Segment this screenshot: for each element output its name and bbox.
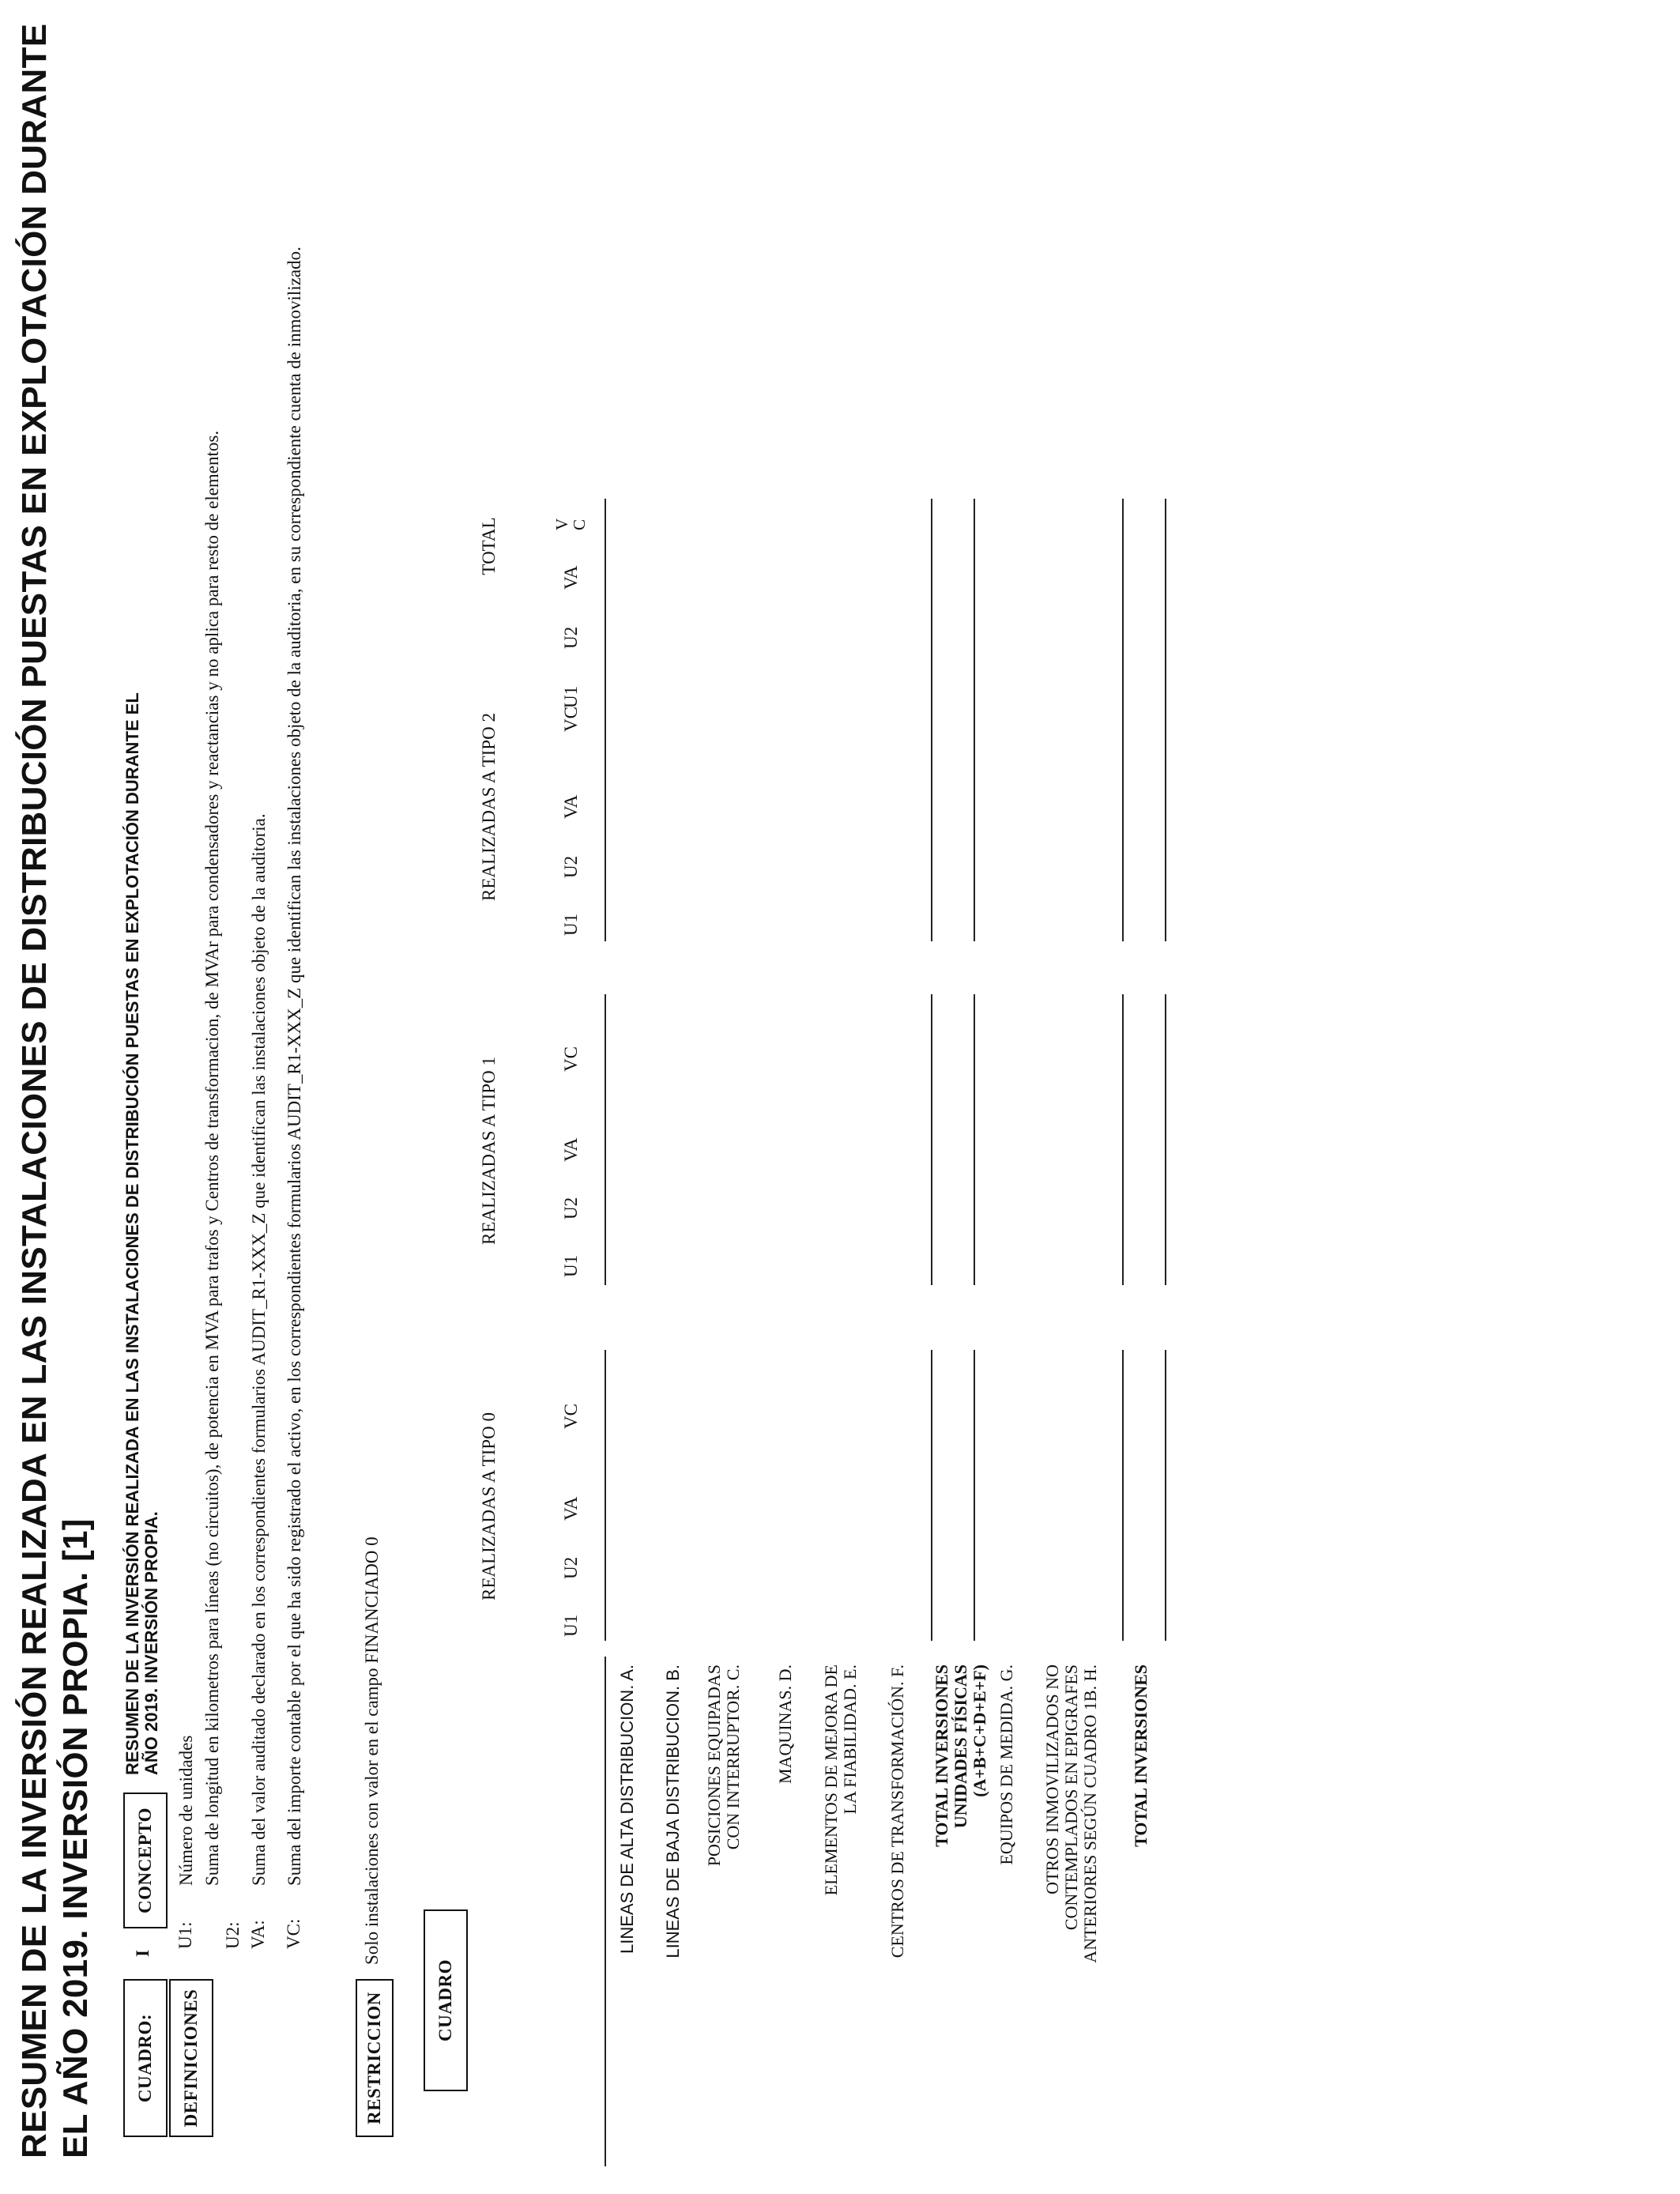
definition-u2 (202, 21, 243, 1949)
definition-u1 (175, 21, 197, 1949)
total-inversiones-rule-top (1122, 499, 1124, 712)
row-label-maquinas: MAQUINAS. D. (775, 1664, 795, 1784)
cuadro-label-box (123, 1979, 168, 2137)
col-header-va: VA (561, 565, 581, 590)
row-label-elementos-mejora: ELEMENTOS DE MEJORA DE LA FIABILIDAD. E. (821, 1664, 860, 1896)
definition-va (248, 21, 269, 1949)
definiciones-label: DEFINICIONES (181, 1989, 201, 2128)
group-header-tipo0: REALIZADAS A TIPO 0 (479, 1412, 499, 1600)
row-label-centros: CENTROS DE TRANSFORMACIÓN. F. (887, 1664, 907, 1958)
row-label-lineas-alta: LINEAS DE ALTA DISTRIBUCION. A. (617, 1664, 637, 1954)
total-inversiones-rule-bottom (1165, 499, 1166, 712)
col-header-va: VA (561, 1137, 581, 1162)
col-header-u1: U1 (561, 1614, 581, 1637)
total-inversiones-rule-top (1122, 1350, 1124, 1641)
group-header-tipo2: REALIZADAS A TIPO 2 (479, 713, 499, 901)
definitions-list (175, 21, 305, 1949)
row-label-posiciones: POSICIONES EQUIPADAS CON INTERRUPTOR. C. (704, 1664, 743, 1867)
definition-vc (284, 21, 305, 1949)
total-unidades-rule-bottom (974, 1350, 975, 1641)
group-header-tipo1: REALIZADAS A TIPO 1 (479, 1057, 499, 1245)
restriccion-label-box (356, 1979, 394, 2137)
total-unidades-rule-top (931, 994, 932, 1285)
row-labels-rule (605, 1657, 606, 2166)
total-unidades-rule-top (931, 499, 932, 712)
group-header-rule (605, 994, 606, 1285)
col-header-u2: U2 (561, 855, 581, 878)
col-header-vc: VC (561, 1404, 581, 1429)
total-inversiones-rule-bottom (1165, 688, 1166, 941)
total-inversiones-rule-bottom (1165, 994, 1166, 1285)
col-header-vc: VC (561, 1046, 581, 1072)
col-header-u1: U1 (561, 685, 581, 708)
definition-text: Número de unidades (176, 1735, 196, 1886)
col-header-u1: U1 (561, 913, 581, 936)
total-inversiones-rule-bottom (1165, 1350, 1166, 1641)
total-inversiones-rule-top (1122, 688, 1124, 941)
definition-key: VA: (248, 1920, 268, 1949)
col-header-u2: U2 (561, 626, 581, 649)
total-unidades-rule-bottom (974, 994, 975, 1285)
concepto-label-box (123, 1793, 168, 1928)
cuadro-number: I (133, 1950, 153, 1957)
cuadro-second-box (424, 1909, 468, 2091)
col-header-vc: V C (552, 518, 589, 530)
col-header-u2: U2 (561, 1197, 581, 1220)
group-header-rule (605, 499, 606, 712)
row-label-equipos-medida: EQUIPOS DE MEDIDA. G. (996, 1664, 1016, 1865)
col-header-va: VA (561, 1496, 581, 1521)
page-title: RESUMEN DE LA INVERSIÓN REALIZADA EN LAS INSTALACIONES DE DISTRIBUCIÓN PUESTAS EN EXPLOTACIÓN DURANTE EL AÑO 2019. INVERSIÓN PROPIA. [1] (15, 23, 95, 2158)
definition-text: Suma del importe contable por el que ha sido registrado el activo, en los correspondientes formularios AUDIT_R1-XXX_Z que identifican las instalaciones objeto de la auditoria, en su correspondiente cuenta de inmovilizado. (284, 247, 304, 1886)
total-unidades-rule-top (931, 1350, 932, 1641)
col-header-u2: U2 (561, 1556, 581, 1579)
cuadro-second-label: CUADRO (435, 1959, 455, 2041)
total-unidades-rule-bottom (974, 688, 975, 941)
definition-key: VC: (284, 1918, 303, 1949)
row-label-total-unidades: TOTAL INVERSIONES UNIDADES FÍSICAS (A+B+C+D+E+F) (932, 1664, 989, 1847)
definition-text: Suma de longitud en kilometros para líneas (no circuitos), de potencia en MVA para trafos y Centros de transformacion, de MVAr para condensadores y reactancias y no aplica para resto de elementos. (202, 430, 222, 1886)
col-header-va: VA (561, 794, 581, 819)
concepto-text: RESUMEN DE LA INVERSIÓN REALIZADA EN LAS INSTALACIONES DE DISTRIBUCIÓN PUESTAS EN EXPLOTACIÓN DURANTE EL AÑO 2019. INVERSIÓN PROPIA. (122, 692, 161, 1775)
group-header-rule (605, 688, 606, 941)
total-unidades-rule-bottom (974, 499, 975, 712)
total-inversiones-rule-top (1122, 994, 1124, 1285)
group-header-rule (605, 1350, 606, 1641)
definition-text: Suma del valor auditado declarado en los correspondientes formularios AUDIT_R1-XXX_Z que identifican las instalaciones objeto de la auditoria. (249, 813, 269, 1886)
cuadro-label: CUADRO: (135, 2013, 155, 2103)
definiciones-label-box (169, 1979, 213, 2137)
col-header-vc: VC (561, 707, 581, 732)
row-label-lineas-baja: LINEAS DE BAJA DISTRIBUCION. B. (663, 1664, 683, 1958)
definition-key: U1: (175, 1921, 195, 1949)
col-header-u1: U1 (561, 1254, 581, 1277)
row-label-total-inversiones: TOTAL INVERSIONES (1131, 1664, 1151, 1847)
restriccion-text: Solo instalaciones con valor en el campo FINANCIADO 0 (362, 1536, 382, 1965)
total-unidades-rule-top (931, 688, 932, 941)
restriccion-label: RESTRICCION (364, 1992, 384, 2124)
row-label-otros-inmovilizados: OTROS INMOVILIZADOS NO CONTEMPLADOS EN EPIGRAFES ANTERIORES SEGÚN CUADRO 1B. H. (1042, 1664, 1100, 1963)
definition-key: U2: (223, 1921, 243, 1949)
group-header-total: TOTAL (479, 517, 499, 575)
concepto-label: CONCEPTO (135, 1808, 155, 1913)
